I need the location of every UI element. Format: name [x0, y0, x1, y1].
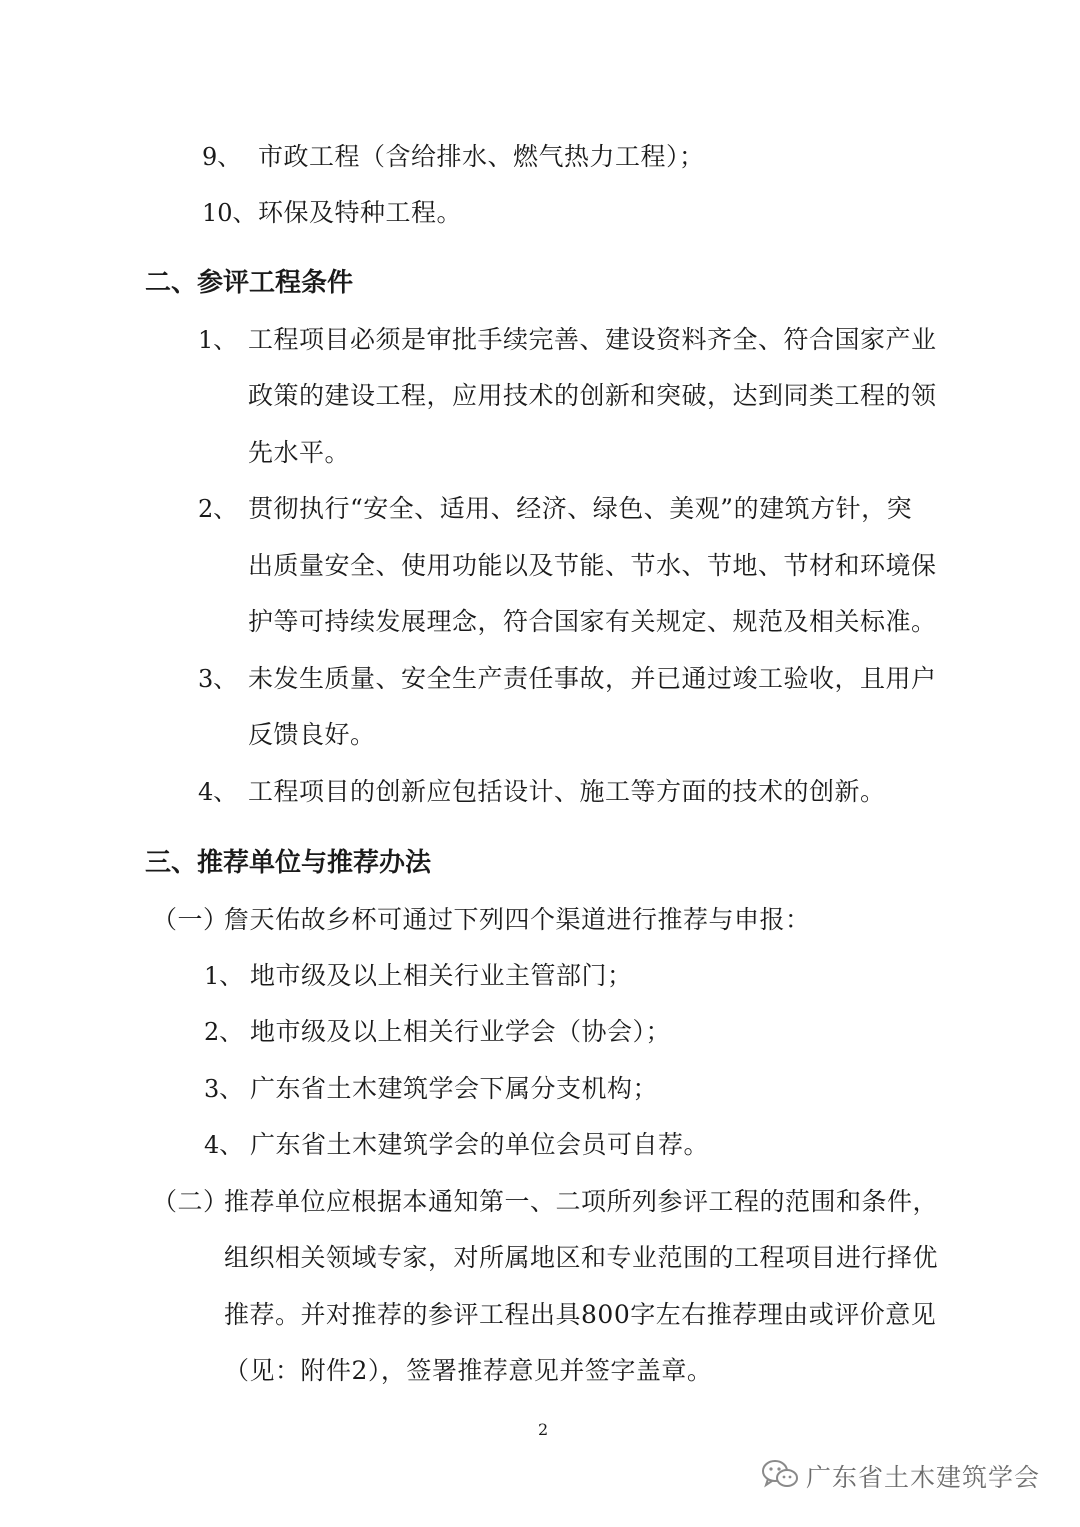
- sub-line: （见：附件2），签署推荐意见并签字盖章。: [224, 1356, 713, 1385]
- item-text: 地市级及以上相关行业学会（协会）；: [250, 1017, 672, 1046]
- item-line: 出质量安全、使用功能以及节能、节水、节地、节材和环境保: [248, 551, 937, 580]
- item-number: 4、: [198, 778, 238, 806]
- sub-line: 推荐。并对推荐的参评工程出具800字左右推荐理由或评价意见: [224, 1300, 937, 1329]
- wechat-icon: [760, 1458, 800, 1494]
- item-line: 贯彻执行“安全、适用、经济、绿色、美观”的建筑方针，突: [248, 494, 913, 523]
- item-line: 未发生质量、安全生产责任事故，并已通过竣工验收，且用户: [248, 664, 937, 693]
- item-line: 工程项目的创新应包括设计、施工等方面的技术的创新。: [248, 777, 886, 806]
- item-number: 3、: [204, 1075, 244, 1103]
- watermark: [760, 1458, 1040, 1494]
- item-number: 9、: [202, 143, 242, 171]
- item-line: 护等可持续发展理念，符合国家有关规定、规范及相关标准。: [248, 607, 937, 636]
- item-number: 1、: [198, 326, 238, 354]
- item-line: 工程项目必须是审批手续完善、建设资料齐全、符合国家产业: [248, 325, 937, 354]
- item-number: 1、: [204, 962, 244, 990]
- sub-line: 组织相关领域专家，对所属地区和专业范围的工程项目进行择优: [224, 1243, 939, 1272]
- item-text: 地市级及以上相关行业主管部门；: [250, 961, 633, 990]
- item-text: 环保及特种工程。: [258, 198, 463, 227]
- sub-line: 推荐单位应根据本通知第一、二项所列参评工程的范围和条件，: [224, 1187, 939, 1216]
- item-line: 政策的建设工程，应用技术的创新和突破，达到同类工程的领: [248, 381, 937, 410]
- watermark-text: 广东省土木建筑学会: [806, 1463, 1041, 1492]
- sub-label: （二）: [152, 1187, 229, 1216]
- item-text: 广东省土木建筑学会的单位会员可自荐。: [250, 1130, 710, 1159]
- item-line: 反馈良好。: [248, 720, 376, 749]
- section-heading: 二、参评工程条件: [145, 268, 354, 298]
- item-number: 10、: [202, 199, 257, 227]
- item-line: 先水平。: [248, 438, 351, 467]
- item-text: 市政工程（含给排水、燃气热力工程）；: [258, 142, 705, 171]
- sub-text: 詹天佑故乡杯可通过下列四个渠道进行推荐与申报：: [224, 905, 811, 934]
- item-number: 2、: [204, 1018, 244, 1046]
- page-number: 2: [538, 1420, 549, 1439]
- item-number: 3、: [198, 665, 238, 693]
- item-text: 广东省土木建筑学会下属分支机构；: [250, 1074, 659, 1103]
- item-number: 4、: [204, 1131, 244, 1159]
- sub-label: （一）: [152, 905, 229, 934]
- item-number: 2、: [198, 495, 238, 523]
- section-heading: 三、推荐单位与推荐办法: [145, 848, 432, 878]
